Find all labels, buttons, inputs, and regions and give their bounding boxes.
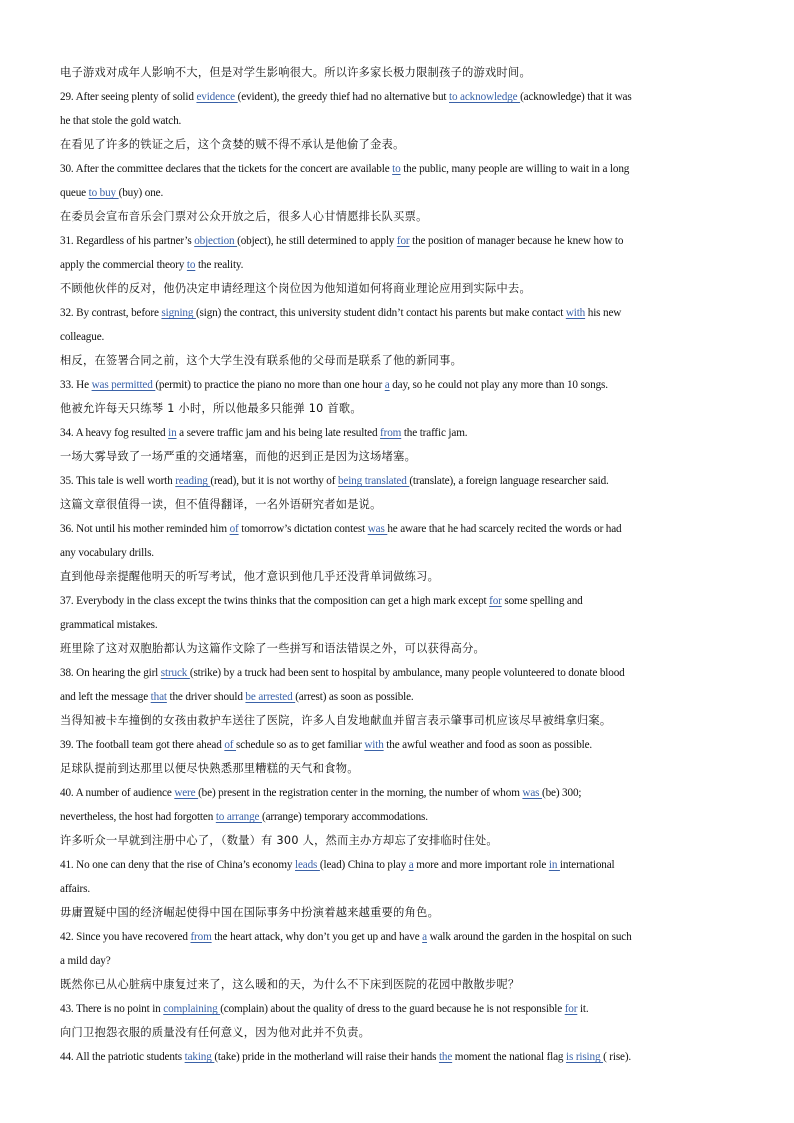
answer-text: from bbox=[190, 931, 212, 943]
answer-text: the bbox=[438, 1051, 453, 1063]
line-text: moment the national flag bbox=[452, 1051, 567, 1063]
line-text: 相反，在签署合同之前，这个大学生没有联系他的父母而是联系了他的新同事。 bbox=[60, 354, 463, 367]
line-text: 44. All the patriotic students bbox=[60, 1051, 185, 1063]
answer-text: of bbox=[229, 523, 239, 535]
translation-line bbox=[60, 1021, 736, 1045]
exercise-line bbox=[60, 469, 736, 493]
translation-line bbox=[60, 565, 736, 589]
answer-text: in bbox=[548, 859, 560, 871]
line-text: 足球队提前到达那里以便尽快熟悉那里糟糕的天气和食物。 bbox=[60, 762, 359, 775]
answer-text: with bbox=[565, 307, 586, 319]
line-text: (lead) China to play bbox=[319, 859, 409, 871]
translation-line bbox=[60, 445, 736, 469]
line-text: queue bbox=[60, 187, 89, 199]
answer-text: was bbox=[367, 523, 388, 535]
exercise-line bbox=[60, 301, 736, 325]
translation-line bbox=[60, 973, 736, 997]
line-text: 毋庸置疑中国的经济崛起使得中国在国际事务中扮演着越来越重要的角色。 bbox=[60, 906, 440, 919]
exercise-line bbox=[60, 877, 736, 901]
answer-text: for bbox=[564, 1003, 578, 1015]
line-text: schedule so as to get familiar bbox=[236, 739, 365, 751]
answer-text: for bbox=[489, 595, 502, 607]
line-text: 一场大雾导致了一场严重的交通堵塞，而他的迟到正是因为这场堵塞。 bbox=[60, 450, 417, 463]
line-text: 32. By contrast, before bbox=[60, 307, 162, 319]
answer-text: to arrange bbox=[215, 811, 262, 823]
line-text: it. bbox=[577, 1003, 589, 1015]
answer-text: a bbox=[422, 931, 427, 943]
line-text: more and more important role bbox=[413, 859, 549, 871]
exercise-line bbox=[60, 157, 736, 181]
line-text: (evident), the greedy thief had no alternative but bbox=[237, 91, 449, 103]
line-text: (read), but it is not worthy of bbox=[210, 475, 338, 487]
line-text: 在委员会宣布音乐会门票对公众开放之后，很多人心甘情愿排长队买票。 bbox=[60, 210, 428, 223]
exercise-line bbox=[60, 805, 736, 829]
line-text: 当得知被卡车撞倒的女孩由救护车送往了医院，许多人自发地献血并留言表示肇事司机应该尽早被缉拿归案。 bbox=[60, 714, 612, 727]
line-text: (be) present in the registration center in the morning, the number of whom bbox=[198, 787, 523, 799]
exercise-line bbox=[60, 1045, 736, 1069]
line-text: tomorrow’s dictation contest bbox=[238, 523, 368, 535]
answer-text: with bbox=[364, 739, 384, 751]
answer-text: being translated bbox=[337, 475, 410, 487]
line-text: (sign) the contract, this university student didn’t contact his parents but make contact bbox=[195, 307, 566, 319]
answer-text: signing bbox=[161, 307, 196, 319]
exercise-line bbox=[60, 997, 736, 1021]
exercise-line bbox=[60, 613, 736, 637]
line-text: 直到他母亲提醒他明天的听写考试，他才意识到他几乎还没背单词做练习。 bbox=[60, 570, 440, 583]
answer-text: be arrested bbox=[245, 691, 296, 703]
line-text: walk around the garden in the hospital on such bbox=[427, 931, 632, 943]
translation-line bbox=[60, 349, 736, 373]
exercise-line bbox=[60, 517, 736, 541]
line-text: 40. A number of audience bbox=[60, 787, 175, 799]
line-text: his new bbox=[585, 307, 622, 319]
line-text: 35. This tale is well worth bbox=[60, 475, 176, 487]
answer-text: complaining bbox=[163, 1003, 221, 1015]
answer-text: from bbox=[380, 427, 402, 439]
line-text: colleague. bbox=[60, 331, 105, 343]
line-text: 这篇文章很值得一读，但不值得翻译，一名外语研究者如是说。 bbox=[60, 498, 382, 511]
translation-line bbox=[60, 637, 736, 661]
line-text: any vocabulary drills. bbox=[60, 547, 154, 559]
answer-text: objection bbox=[194, 235, 238, 247]
line-text: 43. There is no point in bbox=[60, 1003, 164, 1015]
line-text: (buy) one. bbox=[118, 187, 164, 199]
exercise-line bbox=[60, 661, 736, 685]
translation-line bbox=[60, 61, 736, 85]
translation-line bbox=[60, 901, 736, 925]
translation-line bbox=[60, 133, 736, 157]
answer-text: leads bbox=[295, 859, 320, 871]
line-text: the driver should bbox=[166, 691, 246, 703]
line-text: 31. Regardless of his partner’s bbox=[60, 235, 195, 247]
line-text: (arrest) as soon as possible. bbox=[295, 691, 414, 703]
line-text: a severe traffic jam and his being late resulted bbox=[176, 427, 381, 439]
line-text: the traffic jam. bbox=[401, 427, 468, 439]
line-text: 39. The football team got there ahead bbox=[60, 739, 225, 751]
line-text: ( rise). bbox=[603, 1051, 632, 1063]
answer-text: to buy bbox=[88, 187, 119, 199]
exercise-line bbox=[60, 781, 736, 805]
answer-text: that bbox=[150, 691, 167, 703]
line-text: 37. Everybody in the class except the twins thinks that the composition can get a high mark except bbox=[60, 595, 490, 607]
line-text: apply the commercial theory bbox=[60, 259, 187, 271]
document-page bbox=[60, 61, 736, 1069]
line-text: 38. On hearing the girl bbox=[60, 667, 161, 679]
translation-line bbox=[60, 397, 736, 421]
answer-text: is rising bbox=[566, 1051, 604, 1063]
line-text: day, so he could not play any more than 10 songs. bbox=[389, 379, 608, 391]
line-text: the public, many people are willing to wait in a long bbox=[400, 163, 630, 175]
line-text: 电子游戏对成年人影响不大，但是对学生影响很大。所以许多家长极力限制孩子的游戏时间。 bbox=[60, 66, 531, 79]
answer-text: in bbox=[168, 427, 177, 439]
exercise-line bbox=[60, 925, 736, 949]
answer-text: reading bbox=[175, 475, 211, 487]
exercise-line bbox=[60, 229, 736, 253]
line-text: he aware that he had scarcely recited the words or had bbox=[387, 523, 622, 535]
line-text: (take) pride in the motherland will raise their hands bbox=[214, 1051, 439, 1063]
line-text: 41. No one can deny that the rise of China’s economy bbox=[60, 859, 296, 871]
line-text: 42. Since you have recovered bbox=[60, 931, 191, 943]
translation-line bbox=[60, 757, 736, 781]
line-text: he that stole the gold watch. bbox=[60, 115, 182, 127]
line-text: nevertheless, the host had forgotten bbox=[60, 811, 216, 823]
line-text: the heart attack, why don’t you get up and have bbox=[211, 931, 423, 943]
exercise-line bbox=[60, 325, 736, 349]
answer-text: taking bbox=[184, 1051, 215, 1063]
line-text: international bbox=[559, 859, 615, 871]
line-text: the reality. bbox=[195, 259, 244, 271]
line-text: some spelling and bbox=[501, 595, 583, 607]
exercise-line bbox=[60, 253, 736, 277]
exercise-line bbox=[60, 85, 736, 109]
exercise-line bbox=[60, 421, 736, 445]
line-text: 34. A heavy fog resulted bbox=[60, 427, 169, 439]
answer-text: a bbox=[384, 379, 390, 391]
line-text: 36. Not until his mother reminded him bbox=[60, 523, 230, 535]
exercise-line bbox=[60, 541, 736, 565]
line-text: the position of manager because he knew how to bbox=[409, 235, 624, 247]
translation-line bbox=[60, 277, 736, 301]
translation-line bbox=[60, 829, 736, 853]
line-text: (be) 300; bbox=[542, 787, 582, 799]
answer-text: struck bbox=[160, 667, 190, 679]
exercise-line bbox=[60, 373, 736, 397]
exercise-line bbox=[60, 685, 736, 709]
line-text: (permit) to practice the piano no more than one hour bbox=[155, 379, 385, 391]
line-text: 33. He bbox=[60, 379, 92, 391]
answer-text: was bbox=[522, 787, 542, 799]
exercise-line bbox=[60, 733, 736, 757]
line-text: (complain) about the quality of dress to the guard because he is not responsible bbox=[220, 1003, 565, 1015]
line-text: (strike) by a truck had been sent to hospital by ambulance, many people volunteered to donate blood bbox=[189, 667, 625, 679]
line-text: 他被允许每天只练琴 1 小时，所以他最多只能弹 10 首歌。 bbox=[60, 402, 362, 415]
translation-line bbox=[60, 493, 736, 517]
answer-text: to acknowledge bbox=[449, 91, 521, 103]
exercise-line bbox=[60, 181, 736, 205]
line-text: 既然你已从心脏病中康复过来了，这么暖和的天，为什么不下床到医院的花园中散散步呢？ bbox=[60, 978, 520, 991]
exercise-line bbox=[60, 109, 736, 133]
answer-text: a bbox=[408, 859, 414, 871]
exercise-line bbox=[60, 853, 736, 877]
answer-text: was permitted bbox=[91, 379, 156, 391]
line-text: affairs. bbox=[60, 883, 90, 895]
answer-text: evidence bbox=[196, 91, 238, 103]
line-text: 在看见了许多的铁证之后，这个贪婪的贼不得不承认是他偷了金表。 bbox=[60, 138, 405, 151]
line-text: a mild day? bbox=[60, 955, 111, 967]
line-text: 30. After the committee declares that the tickets for the concert are available bbox=[60, 163, 393, 175]
answer-text: to bbox=[392, 163, 401, 175]
answer-text: to bbox=[186, 259, 196, 271]
exercise-line bbox=[60, 949, 736, 973]
answer-text: were bbox=[174, 787, 199, 799]
line-text: 29. After seeing plenty of solid bbox=[60, 91, 197, 103]
line-text: the awful weather and food as soon as possible. bbox=[383, 739, 593, 751]
line-text: (acknowledge) that it was bbox=[520, 91, 632, 103]
line-text: 许多听众一早就到注册中心了，（数量）有 300 人，然而主办方却忘了安排临时住处。 bbox=[60, 834, 498, 847]
line-text: 不顾他伙伴的反对，他仍决定申请经理这个岗位因为他知道如何将商业理论应用到实际中去。 bbox=[60, 282, 531, 295]
translation-line bbox=[60, 205, 736, 229]
answer-text: for bbox=[396, 235, 410, 247]
exercise-line bbox=[60, 589, 736, 613]
line-text: (object), he still determined to apply bbox=[237, 235, 397, 247]
line-text: 向门卫抱怨衣服的质量没有任何意义，因为他对此并不负责。 bbox=[60, 1026, 371, 1039]
line-text: (translate), a foreign language researcher said. bbox=[409, 475, 609, 487]
line-text: and left the message bbox=[60, 691, 151, 703]
answer-text: of bbox=[224, 739, 237, 751]
line-text: 班里除了这对双胞胎都认为这篇作文除了一些拼写和语法错误之外，可以获得高分。 bbox=[60, 642, 486, 655]
line-text: (arrange) temporary accommodations. bbox=[262, 811, 428, 823]
line-text: grammatical mistakes. bbox=[60, 619, 158, 631]
translation-line bbox=[60, 709, 736, 733]
